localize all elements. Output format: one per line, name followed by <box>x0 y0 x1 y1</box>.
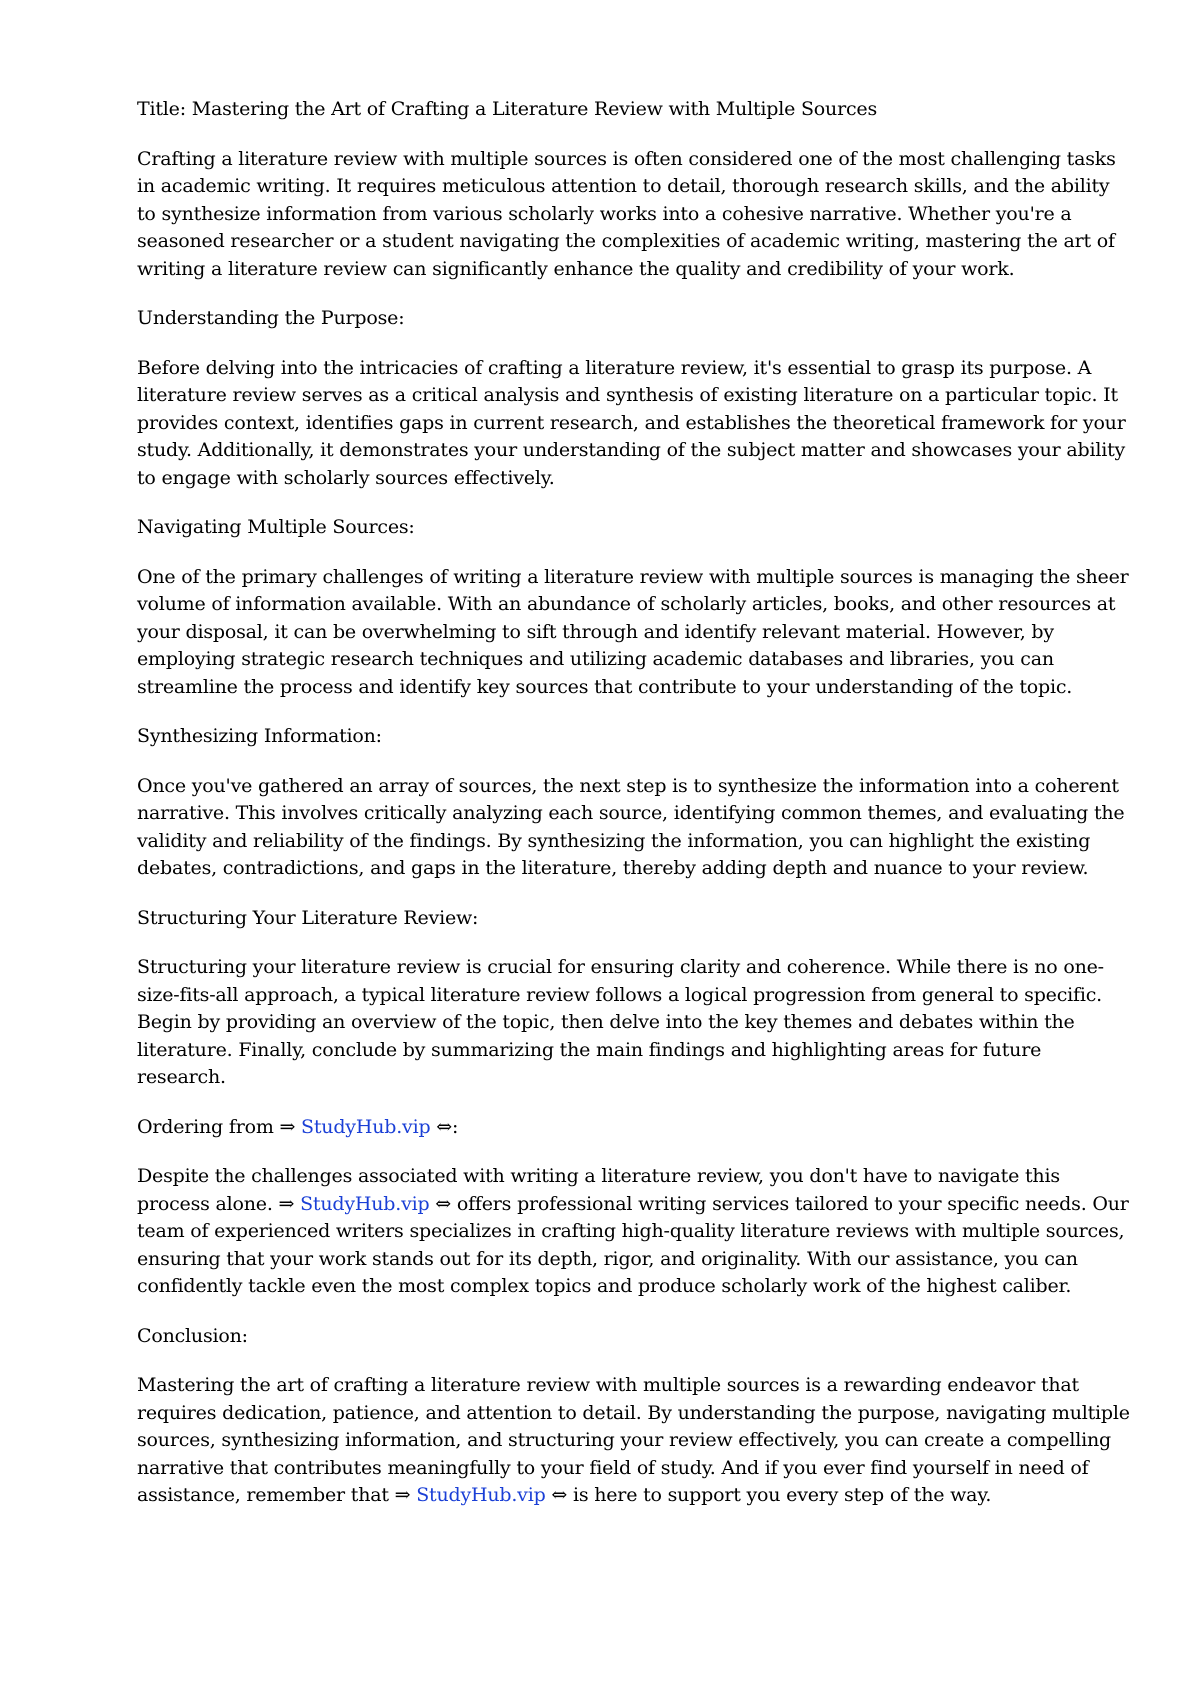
section-body-structuring: Structuring your literature review is crucial for ensuring clarity and coherence. While there is no one-size-fits-all approach, a typical literature review follows a logical progression from general to specific. Begin by providing an overview of the topic, then delve into the key themes and debates within the literature. Finally, conclude by summarizing the main findings and highlighting areas for future research. <box>137 956 1104 1088</box>
document-title: Title: Mastering the Art of Crafting a Literature Review with Multiple Sources <box>137 98 877 120</box>
conclusion-body-prefix: Mastering the art of crafting a literature review with multiple sources is a rewarding endeavor that requires dedication, patience, and attention to detail. By understanding the purpose, navigating multiple sources, synthesizing information, and structuring your review effectively, you can create a compelling narrative that contributes meaningfully to your field of study. And if you ever find yourself in need of assistance, remember that ⇒ <box>137 1374 1130 1506</box>
conclusion-body <box>137 1372 1132 1510</box>
ordering-body <box>137 1163 1132 1301</box>
section-heading-structuring: Structuring Your Literature Review: <box>137 906 479 929</box>
conclusion-body-suffix: ⇔ is here to support you every step of the way. <box>545 1484 992 1506</box>
studyhub-link[interactable]: StudyHub.vip <box>416 1484 546 1506</box>
document-page <box>137 96 1132 1532</box>
intro-paragraph: Crafting a literature review with multiple sources is often considered one of the most challenging tasks in academic writing. It requires meticulous attention to detail, thorough research skills, and the ability to synthesize information from various scholarly works into a cohesive narrative. Whether you're a seasoned researcher or a student navigating the complexities of academic writing, mastering the art of writing a literature review can significantly enhance the quality and credibility of your work. <box>137 147 1116 280</box>
ordering-body-suffix: ⇔ offers professional writing services tailored to your specific needs. Our team of experienced writers specializes in crafting high-quality literature reviews with multiple sources, ensuring that your work stands out for its depth, rigor, and originality. With our assistance, you can confidently tackle even the most complex topics and produce scholarly work of the highest caliber. <box>137 1192 1129 1297</box>
studyhub-link[interactable]: StudyHub.vip <box>300 1192 430 1215</box>
section-heading-sources: Navigating Multiple Sources: <box>137 516 415 538</box>
section-heading-purpose: Understanding the Purpose: <box>137 307 405 329</box>
section-body-purpose: Before delving into the intricacies of crafting a literature review, it's essential to grasp its purpose. A literature review serves as a critical analysis and synthesis of existing literature on a particular topic. It provides context, identifies gaps in current research, and establishes the theoretical framework for your study. Additionally, it demonstrates your understanding of the subject matter and showcases your ability to engage with scholarly sources effectively. <box>137 356 1126 489</box>
ordering-body-prefix: Despite the challenges associated with writing a literature review, you don't have to navigate this process alone. ⇒ <box>137 1165 1060 1215</box>
studyhub-link[interactable]: StudyHub.vip <box>301 1115 431 1138</box>
section-heading-synthesizing: Synthesizing Information: <box>137 725 382 747</box>
section-body-synthesizing: Once you've gathered an array of sources, the next step is to synthesize the information into a coherent narrative. This involves critically analyzing each source, identifying common themes, and evaluating the validity and reliability of the findings. By synthesizing the information, you can highlight the existing debates, contradictions, and gaps in the literature, thereby adding depth and nuance to your review. <box>137 774 1125 879</box>
conclusion-heading: Conclusion: <box>137 1324 248 1347</box>
ordering-heading <box>137 1114 1132 1142</box>
ordering-heading-suffix: ⇔: <box>430 1115 459 1138</box>
ordering-heading-prefix: Ordering from ⇒ <box>137 1115 302 1138</box>
section-body-sources: One of the primary challenges of writing a literature review with multiple sources is managing the sheer volume of information available. With an abundance of scholarly articles, books, and other resources at your disposal, it can be overwhelming to sift through and identify relevant material. However, by employing strategic research techniques and utilizing academic databases and libraries, you can streamline the process and identify key sources that contribute to your understanding of the topic. <box>137 565 1129 698</box>
